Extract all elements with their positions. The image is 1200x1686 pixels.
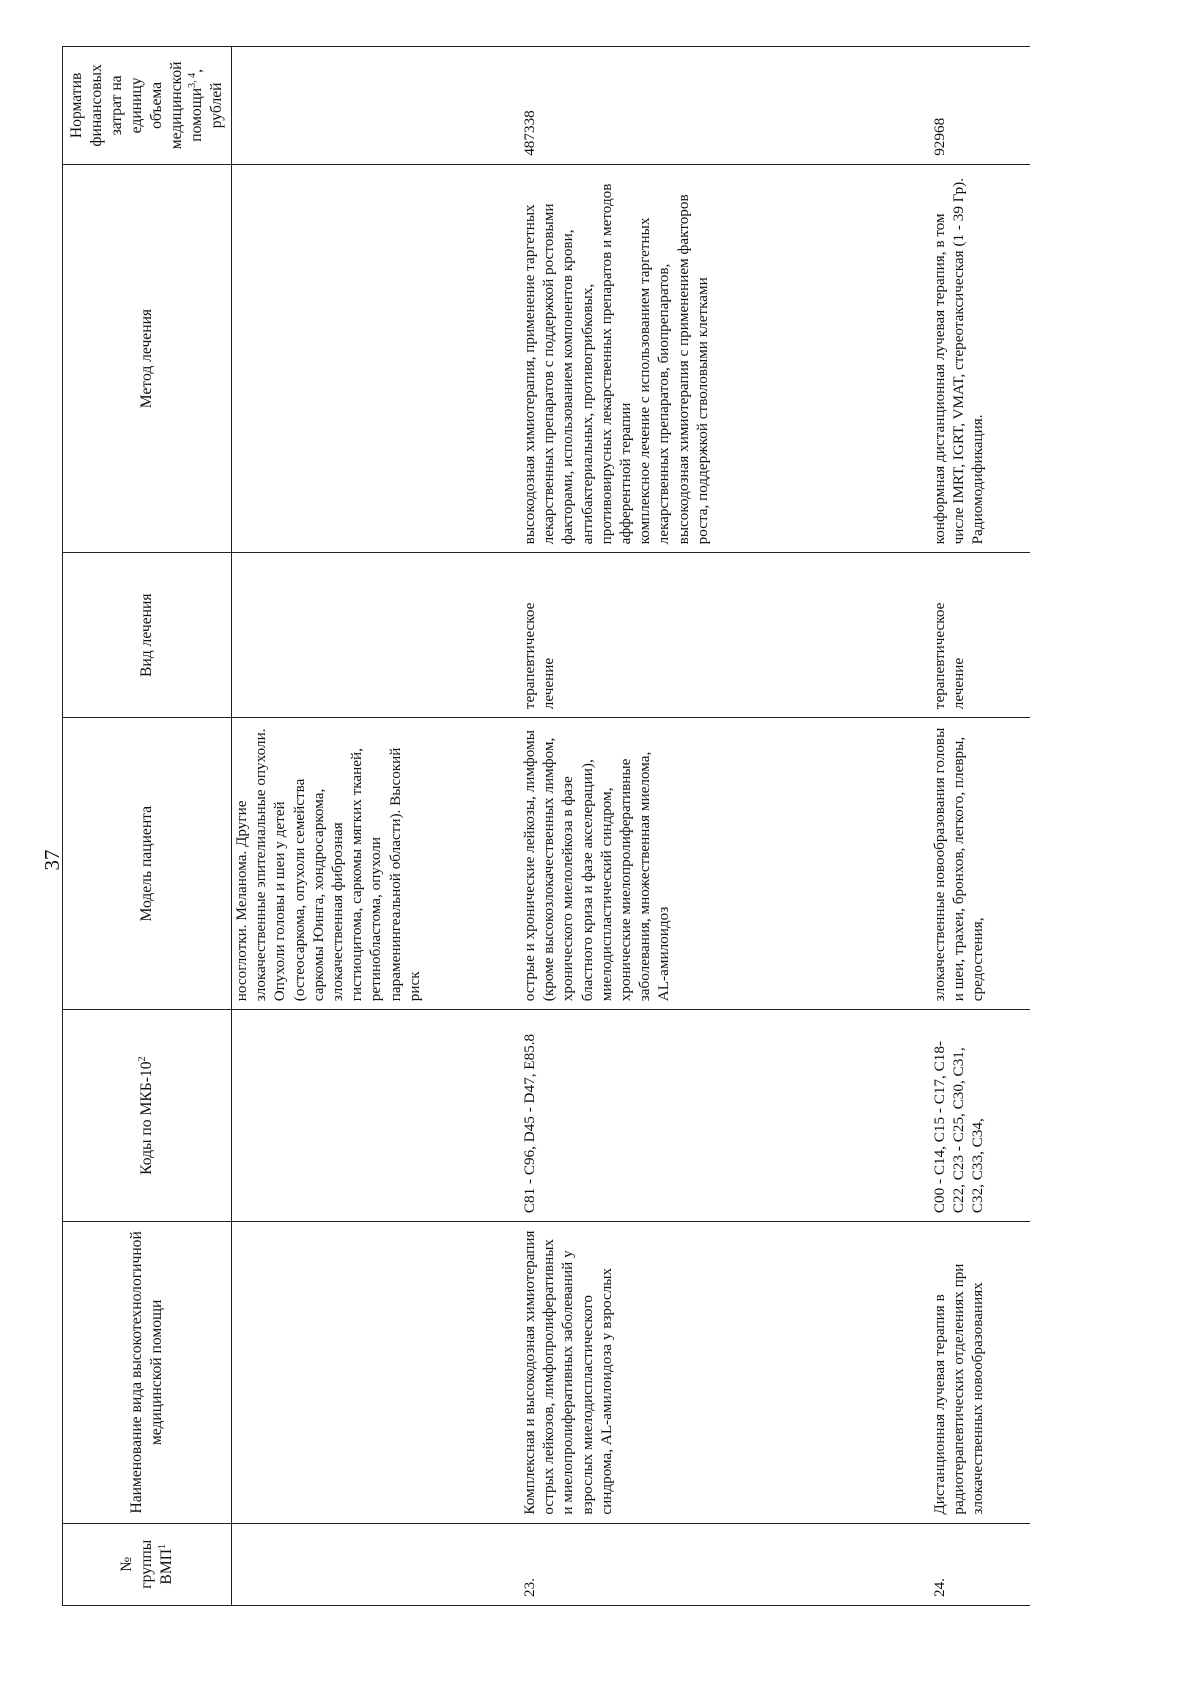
footnote-mark: 1	[156, 1544, 168, 1550]
header-icd-codes: Коды по МКБ-$10^2$	[63, 1010, 232, 1222]
cell-number: 24.	[930, 1523, 1030, 1605]
footnote-mark: 3, 4	[186, 72, 198, 88]
table-row-continuation	[232, 47, 521, 1606]
cell-icd-codes: C81 - C96, D45 - D47, E85.8	[520, 1010, 930, 1222]
cell-cost-norm: 92968	[930, 47, 1030, 165]
cell-number	[232, 1523, 521, 1605]
rotated-document-page	[0, 61, 1130, 1686]
header-vmp-name: Наименование вида высокотехнологичной медицинской помощи	[63, 1222, 232, 1523]
cell-vmp-name	[232, 1222, 521, 1523]
cell-treatment-type: терапевтическое лечение	[930, 553, 1030, 718]
cell-vmp-name: Комплексная и высокодозная химиотерапия острых лейкозов, лимфопролиферативных и миелопролиферативных заболеваний у взрослых миелодиспластического синдрома, AL-амилоидоза у взрослых	[520, 1222, 930, 1523]
table-header	[63, 47, 232, 1606]
treatment-method-item: высокодозная химиотерапия, применение таргетных лекарственных препаратов с поддержкой ростовыми факторами, использованием компонентов крови, антибактериальных, противогрибковых, противовирусных лекарственных препаратов и методов афферентной терапии	[521, 183, 635, 545]
cell-number: 23.	[520, 1523, 930, 1605]
cell-treatment-method	[520, 164, 930, 553]
page-number: 37	[40, 849, 64, 871]
cell-treatment-type	[232, 553, 521, 718]
header-patient-model: Модель пациента	[63, 718, 232, 1010]
cell-icd-codes	[232, 1010, 521, 1222]
footnote-mark: 2	[136, 1056, 148, 1062]
vmp-table	[62, 46, 1030, 1606]
cell-cost-norm: 487338	[520, 47, 930, 165]
table-row	[930, 47, 1030, 1606]
header-treatment-type: Вид лечения	[63, 553, 232, 718]
treatment-method-item: комплексное лечение с использованием таргетных лекарственных препаратов, биопрепаратов, высокодозная химиотерапия с применением факторов роста, поддержкой стволовыми клетками	[636, 194, 711, 545]
cell-vmp-name: Дистанционная лучевая терапия в радиотерапевтических отделениях при злокачественных новообразованиях	[930, 1222, 1030, 1523]
treatment-method-item: конформная дистанционная лучевая терапия, в том числе IMRT, IGRT, VMAT, стереотаксическая (1 - 39 Гр). Радиомодификация.	[931, 177, 987, 545]
table-row	[520, 47, 930, 1606]
header-row	[63, 47, 232, 1606]
header-group-number: № группы ВМП$^1$	[63, 1523, 232, 1605]
cell-treatment-method	[232, 164, 521, 553]
header-cost-norm: Норматив финансовых затрат на единицу объема медицинской помощи$^{3, 4}$, рублей	[63, 47, 232, 165]
table-body	[232, 47, 1031, 1606]
cell-cost-norm	[232, 47, 521, 165]
cell-patient-model: острые и хронические лейкозы, лимфомы (кроме высокозлокачественных лимфом, хронического миелолейкоза в фазе бластного криза и фазе акселерации), миелодиспластический синдром, хронические миелопролиферативные заболевания, множественная миелома, AL-амилоидоз	[520, 718, 930, 1010]
cell-icd-codes: C00 - C14, C15 - C17, C18-C22, C23 - C25, C30, C31, C32, C33, C34,	[930, 1010, 1030, 1222]
cell-treatment-type: терапевтическое лечение	[520, 553, 930, 718]
header-treatment-method: Метод лечения	[63, 164, 232, 553]
cell-patient-model: носоглотки. Меланома. Другие злокачественные эпителиальные опухоли. Опухоли головы и шеи у детей (остеосаркома, опухоли семейства саркомы Юинга, хондросаркома, злокачественная фиброзная гистиоцитома, саркомы мягких тканей, ретинобластома, опухоли параменингеальной области). Высокий риск	[232, 718, 521, 1010]
cell-treatment-method	[930, 164, 1030, 553]
cell-patient-model: злокачественные новообразования головы и шеи, трахеи, бронхов, легкого, плевры, средостения,	[930, 718, 1030, 1010]
